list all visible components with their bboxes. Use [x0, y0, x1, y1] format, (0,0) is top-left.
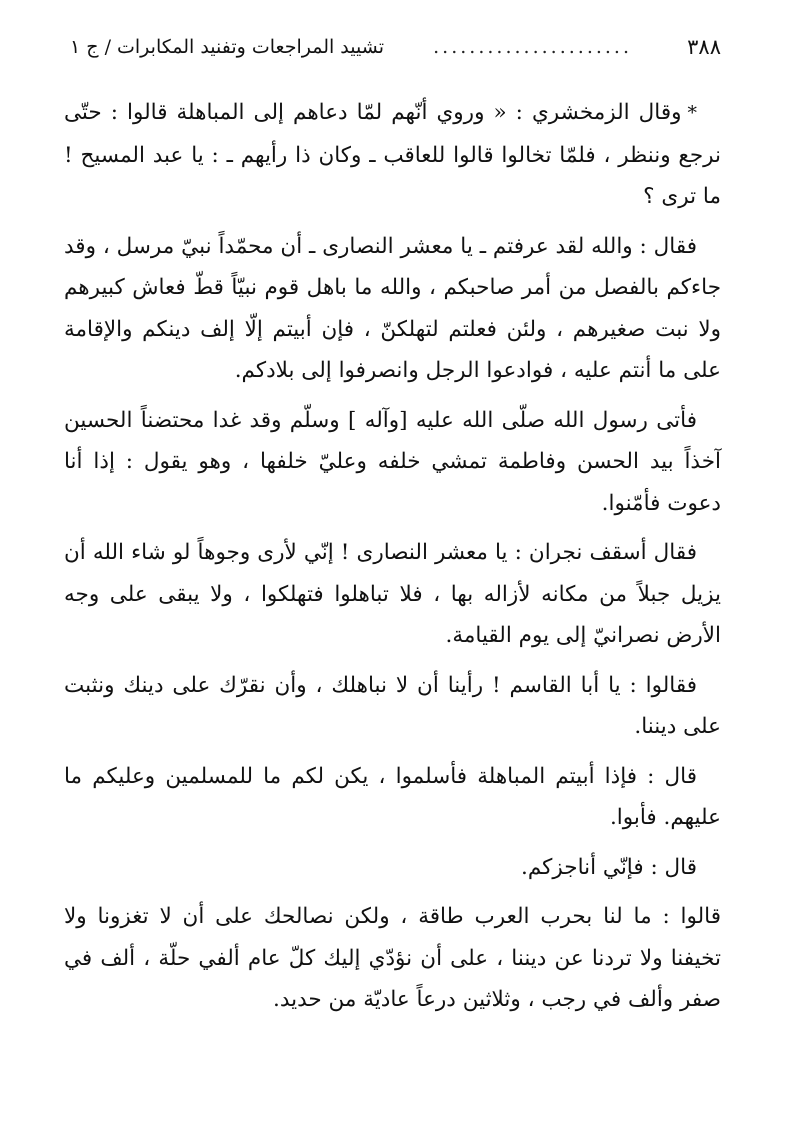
paragraph-1: [64, 92, 721, 218]
running-header: [70, 30, 721, 64]
paragraph-text: وقال الزمخشري : « وروي أنّهم لمّا دعاهم إلى المباهلة قالوا : حتّى نرجع وننظر ، فلمّا تخالوا قالوا للعاقب ـ وكان ذا رأيهم ـ : يا عبد المسيح ! ما ترى ؟: [64, 100, 721, 209]
paragraph-2: فقال : والله لقد عرفتم ـ يا معشر النصارى ـ أن محمّداً نبيّ مرسل ، وقد جاءكم بالفصل من أمر صاحبكم ، والله ما باهل قوم نبيّاً قطّ فعاش كبيرهم ولا نبت صغيرهم ، ولئن فعلتم لتهلكنّ ، فإن أبيتم إلّا إلف دينكم والإقامة على ما أنتم عليه ، فوادعوا الرجل وانصرفوا إلى بلادكم.: [64, 233, 721, 383]
paragraph-3: فأتى رسول الله صلّى الله عليه [وآله ] وسلّم وقد غدا محتضناً الحسين آخذاً بيد الحسن وفاطمة تمشي خلفه وعليّ خلفها ، وهو يقول : إذا أنا دعوت فأمّنوا.: [64, 407, 721, 516]
page-number: ٣٨٨: [687, 35, 721, 59]
header-dot-leader: ......................: [433, 36, 633, 58]
paragraph-5: فقالوا : يا أبا القاسم ! رأينا أن لا نباهلك ، وأن نقرّك على دينك ونثبت على ديننا.: [64, 672, 721, 739]
paragraph-6: قال : فإذا أبيتم المباهلة فأسلموا ، يكن لكم ما للمسلمين وعليكم ما عليهم. فأبوا.: [64, 763, 721, 830]
running-title: تشييد المراجعات وتفنيد المكابرات / ج ١: [70, 36, 384, 58]
body-text: [64, 92, 721, 1029]
paragraph-4: فقال أسقف نجران : يا معشر النصارى ! إنّي لأرى وجوهاً لو شاء الله أن يزيل جبلاً من مكانه لأزاله بها ، فلا تباهلوا فتهلكوا ، ولا يبقى على وجه الأرض نصرانيّ إلى يوم القيامة.: [64, 540, 721, 648]
paragraph-7: قال : فإنّي أناجزكم.: [521, 854, 697, 880]
star-marker-icon: *: [687, 102, 697, 124]
paragraph-8: قالوا : ما لنا بحرب العرب طاقة ، ولكن نصالحك على أن لا تغزونا ولا تخيفنا ولا تردنا عن ديننا ، على أن نؤدّي إليك كلّ عام ألفي حلّة ، ألف في صفر وألف في رجب ، وثلاثين درعاً عاديّة من حديد.: [64, 904, 721, 1012]
